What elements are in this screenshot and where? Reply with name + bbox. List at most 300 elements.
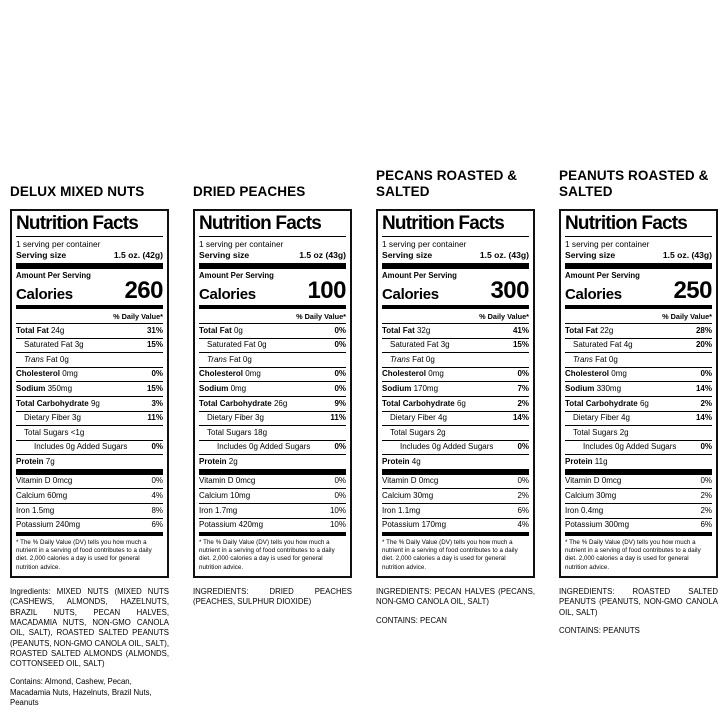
nutrient-row	[382, 519, 529, 533]
nutrient-name-amount	[217, 443, 310, 451]
nutrient-amount: 22g	[597, 325, 614, 335]
nutrient-amount: 0mg	[609, 369, 627, 379]
nutrient-amount: 1.7mg	[212, 505, 238, 515]
nutrient-amount: 3g	[69, 413, 81, 423]
calories-row	[199, 277, 346, 305]
nutrient-name-amount	[16, 507, 54, 515]
nutrient-daily-value: 0%	[334, 325, 346, 335]
nutrient-name: Total Sugars	[207, 427, 252, 437]
nutrient-name-amount	[382, 327, 430, 335]
nutrient-amount: 4g	[621, 340, 633, 350]
nutrient-amount: 330mg	[594, 384, 622, 393]
nutrient-name-amount	[199, 521, 263, 529]
nutrition-facts-panel	[559, 209, 718, 578]
nutrient-daily-value: 4%	[151, 491, 163, 501]
nutrient-name: Includes 0g Added Sugars	[583, 442, 677, 452]
nutrient-amount: 0g	[240, 354, 252, 364]
nutrient-name-amount	[390, 429, 446, 437]
nutrient-daily-value: 10%	[329, 520, 346, 530]
vitamin-rows	[16, 475, 163, 532]
nutrient-daily-value: 0%	[151, 369, 163, 379]
nutrition-facts-heading: Nutrition Facts	[565, 214, 712, 237]
daily-value-header: % Daily Value*	[16, 309, 163, 324]
nutrient-daily-value: 0%	[334, 340, 346, 350]
nutrient-name: Trans Fat	[24, 354, 58, 364]
nutrient-row	[382, 426, 529, 441]
nutrient-rows	[16, 324, 163, 469]
daily-value-footnote: * The % Daily Value (DV) tells you how much a nutrient in a serving of food contributes to a daily diet. 2,000 calories a day is used for general nutrition advice.	[16, 538, 152, 571]
serving-size-row	[16, 249, 163, 263]
nutrient-daily-value: 11%	[147, 413, 163, 423]
nutrient-row	[199, 504, 346, 519]
nutrient-amount: 26g	[271, 398, 288, 408]
nutrient-amount: 240mg	[53, 520, 81, 530]
nutrient-row	[565, 441, 712, 456]
servings-per-container: 1 serving per container	[199, 238, 284, 249]
nutrient-daily-value: 14%	[695, 384, 712, 393]
nutrient-name: Sodium	[199, 384, 229, 393]
nutrient-row	[382, 504, 529, 519]
nutrient-name: Vitamin D	[199, 476, 234, 486]
ingredients-text: INGREDIENTS: DRIED PEACHES (PEACHES, SULPHUR DIOXIDE)	[193, 587, 352, 607]
nutrient-row	[16, 455, 163, 469]
nutrient-name: Total Sugars	[573, 427, 618, 437]
nutrient-name-amount	[565, 327, 613, 335]
nutrient-name: Includes 0g Added Sugars	[400, 442, 494, 452]
calories-label: Calories	[565, 286, 622, 304]
calories-label: Calories	[382, 286, 439, 304]
nutrient-amount: 6g	[637, 398, 649, 408]
nutrient-name-amount	[16, 327, 64, 335]
nutrient-name-amount	[199, 458, 238, 466]
serving-size-label: Serving size	[565, 250, 616, 261]
nutrient-name-amount	[16, 458, 55, 466]
nutrient-rows	[199, 324, 346, 469]
daily-value-footnote: * The % Daily Value (DV) tells you how much a nutrient in a serving of food contributes to a daily diet. 2,000 calories a day is used for general nutrition advice.	[565, 538, 701, 571]
nutrient-name: Total Sugars	[24, 427, 69, 437]
nutrient-row	[199, 339, 346, 354]
nutrient-row	[16, 412, 163, 427]
serving-size-value: 1.5 oz. (42g)	[113, 250, 163, 261]
nutrient-daily-value: 0%	[151, 442, 163, 452]
nutrient-daily-value: 4%	[517, 520, 529, 530]
nutrient-amount: 4g	[618, 413, 630, 423]
nutrient-name: Sodium	[382, 384, 412, 393]
nutrient-daily-value: 7%	[517, 384, 529, 393]
calories-row	[565, 277, 712, 305]
nutrient-name: Dietary Fiber	[24, 413, 70, 423]
nutrient-amount: 32g	[414, 325, 431, 335]
nutrient-row	[16, 489, 163, 504]
nutrient-name-amount	[24, 414, 81, 422]
nutrient-name: Trans Fat	[390, 354, 424, 364]
nutrient-amount: 10mg	[227, 491, 251, 501]
nutrient-amount: 0mcg	[50, 476, 73, 486]
nutrient-name-amount	[565, 385, 621, 393]
nutrient-name: Sodium	[565, 384, 595, 393]
ingredients-text: INGREDIENTS: PECAN HALVES (PECANS, NON-GMO CANOLA OIL, SALT)	[376, 587, 535, 607]
nutrient-name-amount	[199, 477, 255, 485]
nutrition-facts-panel	[10, 209, 169, 578]
calories-value: 260	[124, 277, 163, 305]
nutrition-label-column	[10, 156, 169, 708]
nutrient-daily-value: 0%	[700, 476, 712, 486]
nutrient-daily-value: 6%	[700, 520, 712, 530]
nutrient-row	[199, 382, 346, 397]
nutrient-name-amount	[16, 370, 78, 378]
nutrient-name-amount	[390, 414, 447, 422]
calories-label: Calories	[16, 286, 73, 304]
nutrient-row	[565, 339, 712, 354]
nutrient-amount: 350mg	[45, 384, 73, 393]
nutrient-name-amount	[565, 458, 608, 466]
nutrient-row	[199, 368, 346, 383]
nutrient-name: Includes 0g Added Sugars	[217, 442, 311, 452]
nutrient-name: Vitamin D	[382, 476, 417, 486]
nutrient-row	[565, 504, 712, 519]
nutrient-name-amount	[565, 370, 627, 378]
amount-per-serving-label: Amount Per Serving	[199, 271, 274, 281]
nutrient-row	[382, 382, 529, 397]
nutrient-row	[382, 489, 529, 504]
nutrient-amount: 420mg	[236, 520, 264, 530]
nutrient-name: Total Carbohydrate	[199, 398, 272, 408]
nutrient-daily-value: 2%	[700, 398, 712, 408]
product-title: PEANUTS ROASTED & SALTED	[559, 167, 709, 199]
nutrient-daily-value: 0%	[334, 384, 346, 393]
nutrient-row	[565, 368, 712, 383]
servings-per-container: 1 serving per container	[565, 238, 650, 249]
nutrient-rows	[565, 324, 712, 469]
nutrient-amount: 11g	[592, 456, 608, 466]
nutrition-label-column	[559, 156, 718, 636]
nutrient-amount: 2g	[434, 427, 446, 437]
nutrient-daily-value: 0%	[517, 476, 529, 486]
nutrient-name: Potassium	[382, 520, 420, 530]
nutrient-name: Potassium	[16, 520, 54, 530]
nutrition-facts-panel	[193, 209, 352, 578]
nutrient-amount: 0mcg	[416, 476, 439, 486]
nutrient-amount: 0mg	[243, 369, 261, 379]
nutrient-name: Trans Fat	[207, 354, 241, 364]
nutrient-daily-value: 8%	[151, 505, 163, 515]
nutrient-row	[199, 441, 346, 456]
nutrient-row	[16, 475, 163, 490]
nutrient-name: Iron	[565, 505, 579, 515]
nutrient-name-amount	[573, 356, 618, 364]
nutrition-facts-heading: Nutrition Facts	[382, 214, 529, 237]
nutrient-name: Protein	[199, 456, 227, 466]
nutrient-name: Dietary Fiber	[207, 413, 253, 423]
nutrient-daily-value: 2%	[700, 505, 712, 515]
serving-size-label: Serving size	[16, 250, 67, 261]
nutrition-label-column	[193, 156, 352, 616]
nutrient-amount: 1.1mg	[395, 505, 421, 515]
nutrient-name-amount	[400, 443, 493, 451]
daily-value-header: % Daily Value*	[382, 309, 529, 324]
nutrient-name: Dietary Fiber	[390, 413, 436, 423]
nutrient-name-amount	[16, 477, 72, 485]
nutrient-name-amount	[199, 370, 261, 378]
calories-value: 250	[673, 277, 712, 305]
nutrient-name: Total Carbohydrate	[382, 398, 455, 408]
nutrient-daily-value: 15%	[146, 340, 163, 350]
nutrient-name: Dietary Fiber	[573, 413, 619, 423]
nutrient-name-amount	[382, 477, 438, 485]
nutrition-facts-heading: Nutrition Facts	[199, 214, 346, 237]
nutrient-row	[199, 426, 346, 441]
nutrition-facts-heading: Nutrition Facts	[16, 214, 163, 237]
nutrient-daily-value: 15%	[146, 384, 163, 393]
nutrient-row	[565, 412, 712, 427]
nutrient-amount: 0g	[57, 354, 69, 364]
nutrient-row	[382, 397, 529, 412]
nutrient-name: Potassium	[199, 520, 237, 530]
daily-value-footnote: * The % Daily Value (DV) tells you how much a nutrient in a serving of food contributes to a daily diet. 2,000 calories a day is used for general nutrition advice.	[382, 538, 518, 571]
nutrient-daily-value: 14%	[695, 413, 712, 423]
nutrient-daily-value: 31%	[146, 325, 163, 335]
nutrient-name: Protein	[16, 456, 44, 466]
amount-per-serving-label: Amount Per Serving	[382, 271, 457, 281]
nutrient-daily-value: 6%	[517, 505, 529, 515]
nutrient-amount: 6g	[454, 398, 466, 408]
nutrient-name-amount	[390, 341, 450, 349]
nutrient-row	[16, 519, 163, 533]
nutrient-name: Total Fat	[199, 325, 232, 335]
nutrient-name-amount	[207, 429, 267, 437]
allergen-contains-text: CONTAINS: PEANUTS	[559, 625, 640, 635]
nutrient-name-amount	[16, 521, 80, 529]
nutrient-row	[199, 324, 346, 339]
nutrient-name: Vitamin D	[16, 476, 51, 486]
nutrient-name: Saturated Fat	[390, 340, 439, 350]
nutrient-amount: 4g	[435, 413, 447, 423]
nutrient-name-amount	[207, 341, 267, 349]
nutrient-row	[199, 475, 346, 490]
nutrient-row	[382, 475, 529, 490]
nutrient-name: Protein	[565, 456, 593, 466]
nutrient-amount: 170mg	[411, 384, 439, 393]
nutrient-amount: 0g	[255, 340, 267, 350]
nutrient-amount: 30mg	[410, 491, 434, 501]
nutrient-daily-value: 20%	[695, 340, 712, 350]
nutrient-name-amount	[583, 443, 676, 451]
vitamin-rows	[382, 475, 529, 532]
nutrient-name: Calcium	[565, 491, 594, 501]
nutrient-amount: 3g	[72, 340, 84, 350]
daily-value-header: % Daily Value*	[565, 309, 712, 324]
nutrition-facts-panel	[376, 209, 535, 578]
nutrient-name-amount	[199, 385, 246, 393]
nutrient-daily-value: 0%	[334, 369, 346, 379]
nutrient-row	[565, 382, 712, 397]
nutrient-name-amount	[382, 385, 438, 393]
nutrient-name: Cholesterol	[565, 369, 610, 379]
nutrient-amount: 0g	[606, 354, 618, 364]
servings-per-container: 1 serving per container	[382, 238, 467, 249]
nutrient-row	[565, 455, 712, 469]
nutrient-name-amount	[24, 429, 84, 437]
nutrient-amount: 0mcg	[233, 476, 256, 486]
nutrient-daily-value: 14%	[512, 413, 529, 423]
nutrient-row	[16, 368, 163, 383]
nutrient-row	[382, 353, 529, 368]
nutrient-row	[565, 397, 712, 412]
nutrient-name-amount	[24, 341, 84, 349]
vitamin-rows	[199, 475, 346, 532]
nutrient-daily-value: 0%	[334, 491, 346, 501]
nutrition-label-column	[376, 156, 535, 626]
product-title: PECANS ROASTED & SALTED	[376, 167, 518, 199]
allergen-contains-text: CONTAINS: PECAN	[376, 615, 447, 625]
nutrient-row	[382, 412, 529, 427]
serving-size-row	[382, 249, 529, 263]
nutrient-name: Cholesterol	[199, 369, 244, 379]
nutrient-daily-value: 0%	[334, 476, 346, 486]
nutrient-name-amount	[573, 429, 629, 437]
calories-row	[382, 277, 529, 305]
nutrient-name: Saturated Fat	[207, 340, 256, 350]
nutrient-daily-value: 0%	[151, 476, 163, 486]
calories-value: 300	[490, 277, 529, 305]
ingredients-text: Ingredients: MIXED NUTS (MIXED NUTS (CASHEWS, ALMONDS, HAZELNUTS, BRAZIL NUTS, PECAN HALVES, MACADAMIA NUTS, NON-GMO CANOLA OIL, SALT), ROASTED SALTED PEANUTS (PEANUTS, NON-GMO CANOLA OIL, SALT), ROASTED SALTED ALMONDS (ALMONDS, COTTONSEED OIL, SALT)	[10, 587, 169, 669]
nutrient-amount: 2g	[617, 427, 629, 437]
nutrient-amount: 300mg	[602, 520, 630, 530]
nutrient-name-amount	[24, 356, 69, 364]
nutrient-name: Calcium	[199, 491, 228, 501]
nutrient-daily-value: 9%	[334, 398, 346, 408]
nutrient-row	[199, 397, 346, 412]
nutrient-name: Total Fat	[565, 325, 598, 335]
nutrient-name: Calcium	[382, 491, 411, 501]
nutrient-amount: 60mg	[44, 491, 68, 501]
nutrient-daily-value: 11%	[330, 413, 346, 423]
allergen-contains-text: Contains: Almond, Cashew, Pecan, Macadamia Nuts, Hazelnuts, Brazil Nuts, Peanuts	[10, 677, 152, 707]
nutrient-name-amount	[16, 385, 72, 393]
nutrient-amount: 0mg	[228, 384, 247, 393]
nutrient-name: Total Carbohydrate	[565, 398, 638, 408]
nutrient-row	[199, 489, 346, 504]
nutrient-amount: <1g	[68, 427, 85, 437]
nutrient-daily-value: 41%	[512, 325, 529, 335]
daily-value-footnote: * The % Daily Value (DV) tells you how much a nutrient in a serving of food contributes to a daily diet. 2,000 calories a day is used for general nutrition advice.	[199, 538, 335, 571]
nutrient-row	[382, 324, 529, 339]
nutrient-name: Sodium	[16, 384, 46, 393]
nutrient-amount: 1.5mg	[29, 505, 55, 515]
calories-label: Calories	[199, 286, 256, 304]
nutrient-daily-value: 15%	[512, 340, 529, 350]
nutrient-amount: 0.4mg	[578, 505, 604, 515]
nutrient-row	[199, 455, 346, 469]
nutrient-name-amount	[565, 521, 629, 529]
nutrient-name: Includes 0g Added Sugars	[34, 442, 128, 452]
nutrient-daily-value: 3%	[151, 398, 163, 408]
nutrient-name: Calcium	[16, 491, 45, 501]
nutrient-name-amount	[199, 400, 287, 408]
nutrient-name: Saturated Fat	[24, 340, 73, 350]
nutrient-name-amount	[207, 414, 264, 422]
nutrient-name-amount	[16, 400, 100, 408]
nutrient-row	[565, 324, 712, 339]
nutrient-row	[16, 382, 163, 397]
nutrient-name-amount	[382, 521, 446, 529]
nutrient-daily-value: 10%	[329, 505, 346, 515]
nutrient-name: Total Fat	[16, 325, 49, 335]
serving-size-value: 1.5 oz. (43g)	[479, 250, 529, 261]
nutrient-name-amount	[565, 492, 616, 500]
nutrient-daily-value: 2%	[700, 491, 712, 501]
nutrient-row	[199, 353, 346, 368]
vitamin-rows	[565, 475, 712, 532]
nutrient-amount: 18g	[251, 427, 268, 437]
nutrient-amount: 30mg	[593, 491, 617, 501]
nutrient-name-amount	[16, 492, 67, 500]
nutrient-name-amount	[382, 458, 421, 466]
nutrient-name-amount	[565, 507, 603, 515]
nutrient-name: Iron	[16, 505, 30, 515]
amount-per-serving-label: Amount Per Serving	[16, 271, 91, 281]
nutrient-daily-value: 0%	[700, 442, 712, 452]
nutrient-row	[382, 455, 529, 469]
nutrient-name-amount	[382, 370, 444, 378]
nutrient-daily-value: 2%	[517, 491, 529, 501]
nutrient-name-amount	[382, 400, 466, 408]
nutrient-name-amount	[390, 356, 435, 364]
nutrient-amount: 7g	[43, 456, 55, 466]
nutrient-daily-value: 0%	[700, 369, 712, 379]
nutrient-row	[382, 368, 529, 383]
nutrient-name: Cholesterol	[16, 369, 61, 379]
nutrient-rows	[382, 324, 529, 469]
nutrient-amount: 4g	[409, 456, 421, 466]
nutrient-name-amount	[207, 356, 252, 364]
nutrient-name-amount	[199, 327, 243, 335]
nutrient-name-amount	[382, 507, 420, 515]
product-title: DRIED PEACHES	[193, 183, 306, 199]
nutrient-name: Total Fat	[382, 325, 415, 335]
nutrient-amount: 2g	[226, 456, 238, 466]
nutrient-row	[382, 339, 529, 354]
nutrient-row	[199, 519, 346, 533]
nutrient-amount: 0mcg	[599, 476, 622, 486]
nutrient-name-amount	[199, 507, 237, 515]
nutrient-name-amount	[382, 492, 433, 500]
nutrient-name-amount	[34, 443, 127, 451]
nutrient-amount: 0g	[231, 325, 243, 335]
nutrient-row	[565, 426, 712, 441]
nutrient-amount: 3g	[438, 340, 450, 350]
serving-size-value: 1.5 oz. (43g)	[662, 250, 712, 261]
nutrient-amount: 9g	[88, 398, 100, 408]
serving-size-label: Serving size	[382, 250, 433, 261]
nutrient-row	[565, 475, 712, 490]
nutrient-name: Iron	[382, 505, 396, 515]
nutrient-name: Iron	[199, 505, 213, 515]
serving-size-row	[565, 249, 712, 263]
nutrient-name: Protein	[382, 456, 410, 466]
amount-per-serving-label: Amount Per Serving	[565, 271, 640, 281]
nutrient-row	[199, 412, 346, 427]
nutrient-daily-value: 0%	[334, 442, 346, 452]
nutrient-daily-value: 6%	[151, 520, 163, 530]
nutrient-row	[16, 324, 163, 339]
nutrient-row	[16, 397, 163, 412]
nutrient-row	[16, 426, 163, 441]
nutrient-name-amount	[565, 477, 621, 485]
nutrient-row	[16, 504, 163, 519]
nutrient-daily-value: 2%	[517, 398, 529, 408]
nutrient-row	[565, 519, 712, 533]
